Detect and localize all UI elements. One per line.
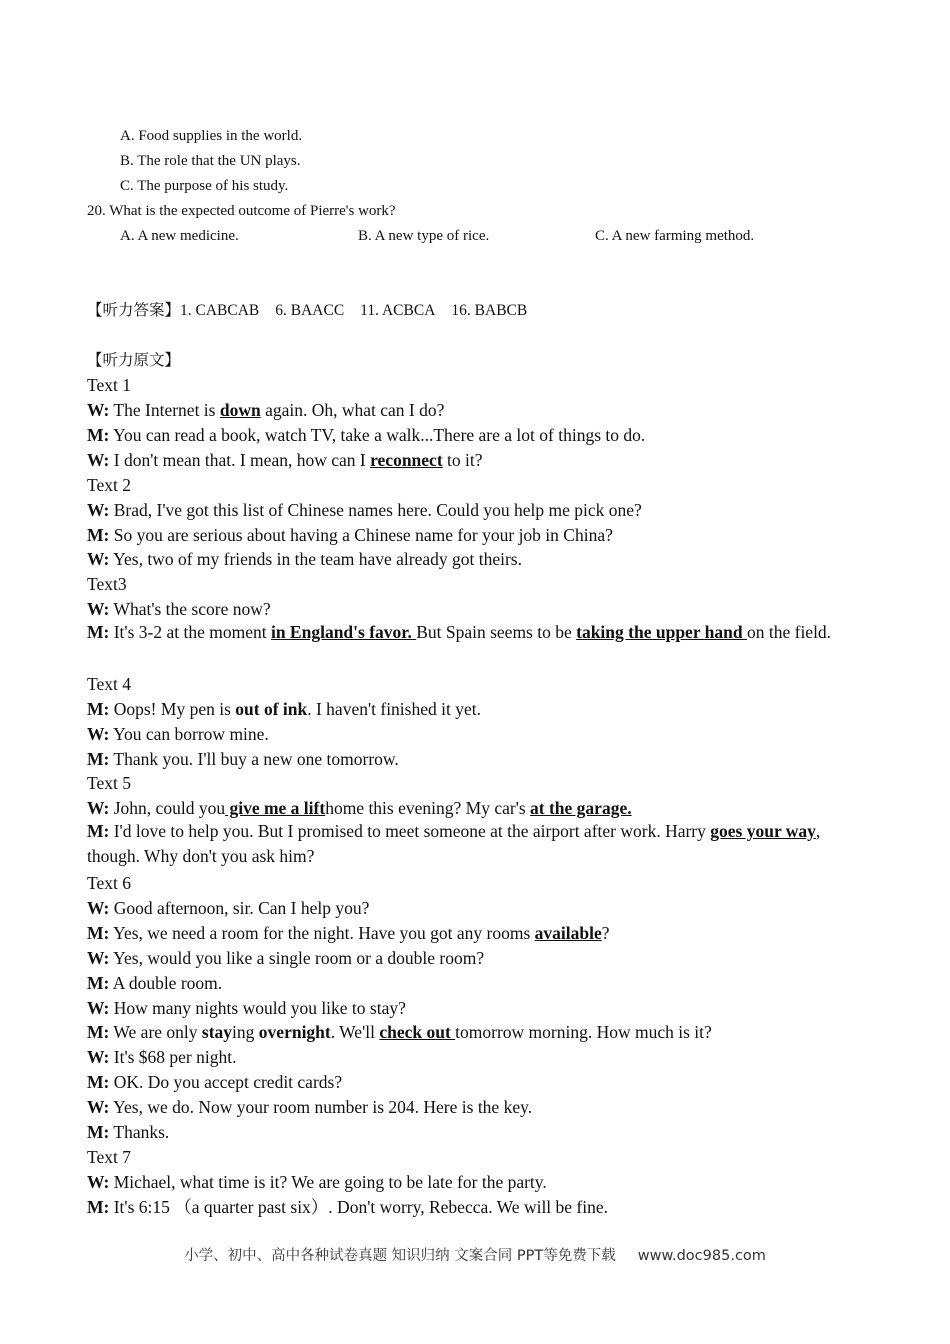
speaker-label: M: bbox=[87, 1197, 110, 1217]
text3-title: Text3 bbox=[87, 574, 127, 594]
dialogue-text: You can borrow mine. bbox=[109, 724, 269, 744]
speaker-label: W: bbox=[87, 1172, 110, 1192]
q20-option-a: A. A new medicine. bbox=[120, 228, 239, 244]
dialogue-text: ? bbox=[601, 923, 610, 943]
dialogue-text: It's 3-2 at the moment bbox=[109, 622, 271, 642]
q19-option-a: A. Food supplies in the world. bbox=[120, 128, 303, 144]
speaker-label: W: bbox=[87, 400, 110, 420]
text3-line1 bbox=[87, 598, 271, 620]
speaker-label: W: bbox=[87, 1047, 110, 1067]
answer-key-label: 【听力答案】 bbox=[87, 302, 181, 319]
speaker-label: M: bbox=[87, 525, 110, 545]
dialogue-text: I don't mean that. I mean, how can I bbox=[109, 450, 371, 470]
dialogue-text: How many nights would you like to stay? bbox=[109, 998, 406, 1018]
dialogue-text: Oops! My pen is bbox=[109, 699, 236, 719]
dialogue-text: What's the score now? bbox=[109, 599, 271, 619]
speaker-label: M: bbox=[87, 1072, 110, 1092]
text6-line5 bbox=[87, 997, 406, 1019]
speaker-label: W: bbox=[87, 998, 110, 1018]
speaker-label: M: bbox=[87, 699, 110, 719]
dialogue-text: tomorrow morning. How much is it? bbox=[455, 1022, 712, 1042]
dialogue-text: Yes, we do. Now your room number is 204. Here is the key. bbox=[109, 1097, 533, 1117]
dialogue-text: You can read a book, watch TV, take a walk...There are a lot of things to do. bbox=[109, 425, 646, 445]
dialogue-text: to it? bbox=[442, 450, 483, 470]
key-phrase: in England's favor. bbox=[270, 622, 417, 642]
key-phrase: taking the upper hand bbox=[576, 622, 747, 642]
speaker-label: M: bbox=[87, 622, 110, 642]
text2-line3 bbox=[87, 548, 522, 570]
text6-line6 bbox=[87, 1021, 712, 1043]
speaker-label: M: bbox=[87, 1022, 110, 1042]
dialogue-text: . I haven't finished it yet. bbox=[307, 699, 481, 719]
text1-line3 bbox=[87, 449, 483, 471]
key-phrase: stay bbox=[201, 1022, 233, 1042]
dialogue-text: ing bbox=[232, 1022, 259, 1042]
key-phrase: out of ink bbox=[235, 699, 308, 719]
dialogue-text: Brad, I've got this list of Chinese names here. Could you help me pick one? bbox=[109, 500, 642, 520]
text7-line1 bbox=[87, 1171, 547, 1193]
speaker-label: W: bbox=[87, 724, 110, 744]
key-phrase: at the garage. bbox=[530, 798, 632, 818]
key-phrase: check out bbox=[379, 1022, 456, 1042]
dialogue-text: I'd love to help you. But I promised to meet someone at the airport after work. Harry bbox=[109, 821, 711, 841]
speaker-label: M: bbox=[87, 973, 110, 993]
dialogue-text: Yes, we need a room for the night. Have you got any rooms bbox=[109, 923, 535, 943]
text6-line1 bbox=[87, 897, 369, 919]
text6-line9 bbox=[87, 1096, 532, 1118]
text6-line3 bbox=[87, 947, 484, 969]
text1-title: Text 1 bbox=[87, 375, 131, 395]
speaker-label: W: bbox=[87, 1097, 110, 1117]
footer-url[interactable]: www.doc985.com bbox=[637, 1248, 766, 1264]
speaker-label: W: bbox=[87, 450, 110, 470]
key-phrase: down bbox=[219, 400, 261, 420]
speaker-label: W: bbox=[87, 500, 110, 520]
text6-line4 bbox=[87, 972, 222, 994]
key-phrase: overnight bbox=[258, 1022, 331, 1042]
dialogue-text: A double room. bbox=[109, 973, 223, 993]
answer-key bbox=[87, 301, 527, 321]
speaker-label: W: bbox=[87, 798, 110, 818]
text6-line8 bbox=[87, 1071, 342, 1093]
text3-line2 bbox=[87, 620, 862, 645]
text4-title: Text 4 bbox=[87, 674, 131, 694]
speaker-label: W: bbox=[87, 599, 110, 619]
text2-title: Text 2 bbox=[87, 475, 131, 495]
dialogue-text: John, could you bbox=[109, 798, 226, 818]
q19-option-b: B. The role that the UN plays. bbox=[120, 153, 301, 169]
dialogue-text: We are only bbox=[109, 1022, 202, 1042]
text1-line2 bbox=[87, 424, 645, 446]
key-phrase: available bbox=[534, 923, 602, 943]
q20-option-b: B. A new type of rice. bbox=[358, 228, 490, 244]
transcript-heading: 【听力原文】 bbox=[87, 352, 181, 369]
speaker-label: M: bbox=[87, 1122, 110, 1142]
text6-line10 bbox=[87, 1121, 169, 1143]
key-phrase: give me a lift bbox=[225, 798, 326, 818]
text7-title: Text 7 bbox=[87, 1147, 131, 1167]
dialogue-text: Michael, what time is it? We are going to be late for the party. bbox=[109, 1172, 547, 1192]
text5-line1 bbox=[87, 797, 632, 819]
dialogue-text: So you are serious about having a Chinese name for your job in China? bbox=[109, 525, 613, 545]
q20-stem: 20. What is the expected outcome of Pierre's work? bbox=[87, 203, 396, 219]
answer-group-3: 11. ACBCA bbox=[360, 302, 436, 319]
dialogue-text: But Spain seems to be bbox=[416, 622, 577, 642]
text2-line1 bbox=[87, 499, 642, 521]
dialogue-text: It's 6:15 （a quarter past six）. Don't worry, Rebecca. We will be fine. bbox=[109, 1197, 609, 1217]
speaker-label: M: bbox=[87, 923, 110, 943]
speaker-label: M: bbox=[87, 425, 110, 445]
dialogue-text: . We'll bbox=[330, 1022, 380, 1042]
text4-line2 bbox=[87, 723, 269, 745]
dialogue-text: The Internet is bbox=[109, 400, 220, 420]
dialogue-text: Yes, would you like a single room or a double room? bbox=[109, 948, 485, 968]
speaker-label: W: bbox=[87, 898, 110, 918]
dialogue-text: Yes, two of my friends in the team have already got theirs. bbox=[109, 549, 522, 569]
text6-title: Text 6 bbox=[87, 873, 131, 893]
text4-line1 bbox=[87, 698, 481, 720]
key-phrase: goes your way bbox=[710, 821, 816, 841]
page-footer bbox=[0, 1244, 950, 1265]
speaker-label: W: bbox=[87, 948, 110, 968]
answer-group-1: 1. CABCAB bbox=[180, 302, 260, 319]
q19-option-c: C. The purpose of his study. bbox=[120, 178, 289, 194]
q20-option-c: C. A new farming method. bbox=[595, 228, 755, 244]
text2-line2 bbox=[87, 524, 613, 546]
speaker-label: W: bbox=[87, 549, 110, 569]
key-phrase: reconnect bbox=[370, 450, 443, 470]
dialogue-text: , though. Why don't you ask him? bbox=[87, 821, 821, 866]
text6-line2 bbox=[87, 922, 610, 944]
answer-group-4: 16. BABCB bbox=[451, 302, 528, 319]
dialogue-text: OK. Do you accept credit cards? bbox=[109, 1072, 343, 1092]
text5-line2 bbox=[87, 819, 862, 869]
text4-line3 bbox=[87, 748, 399, 770]
dialogue-text: on the field. bbox=[746, 622, 832, 642]
dialogue-text: home this evening? My car's bbox=[325, 798, 531, 818]
dialogue-text: again. Oh, what can I do? bbox=[260, 400, 445, 420]
answer-group-2: 6. BAACC bbox=[275, 302, 345, 319]
dialogue-text: Thanks. bbox=[109, 1122, 170, 1142]
dialogue-text: It's $68 per night. bbox=[109, 1047, 237, 1067]
text6-line7 bbox=[87, 1046, 236, 1068]
speaker-label: M: bbox=[87, 821, 110, 841]
text1-line1 bbox=[87, 399, 444, 421]
text5-title: Text 5 bbox=[87, 773, 131, 793]
dialogue-text: Good afternoon, sir. Can I help you? bbox=[109, 898, 370, 918]
text7-line2 bbox=[87, 1196, 608, 1218]
dialogue-text: Thank you. I'll buy a new one tomorrow. bbox=[109, 749, 399, 769]
speaker-label: M: bbox=[87, 749, 110, 769]
footer-text: 小学、初中、高中各种试卷真题 知识归纳 文案合同 PPT等免费下载 bbox=[184, 1248, 616, 1264]
